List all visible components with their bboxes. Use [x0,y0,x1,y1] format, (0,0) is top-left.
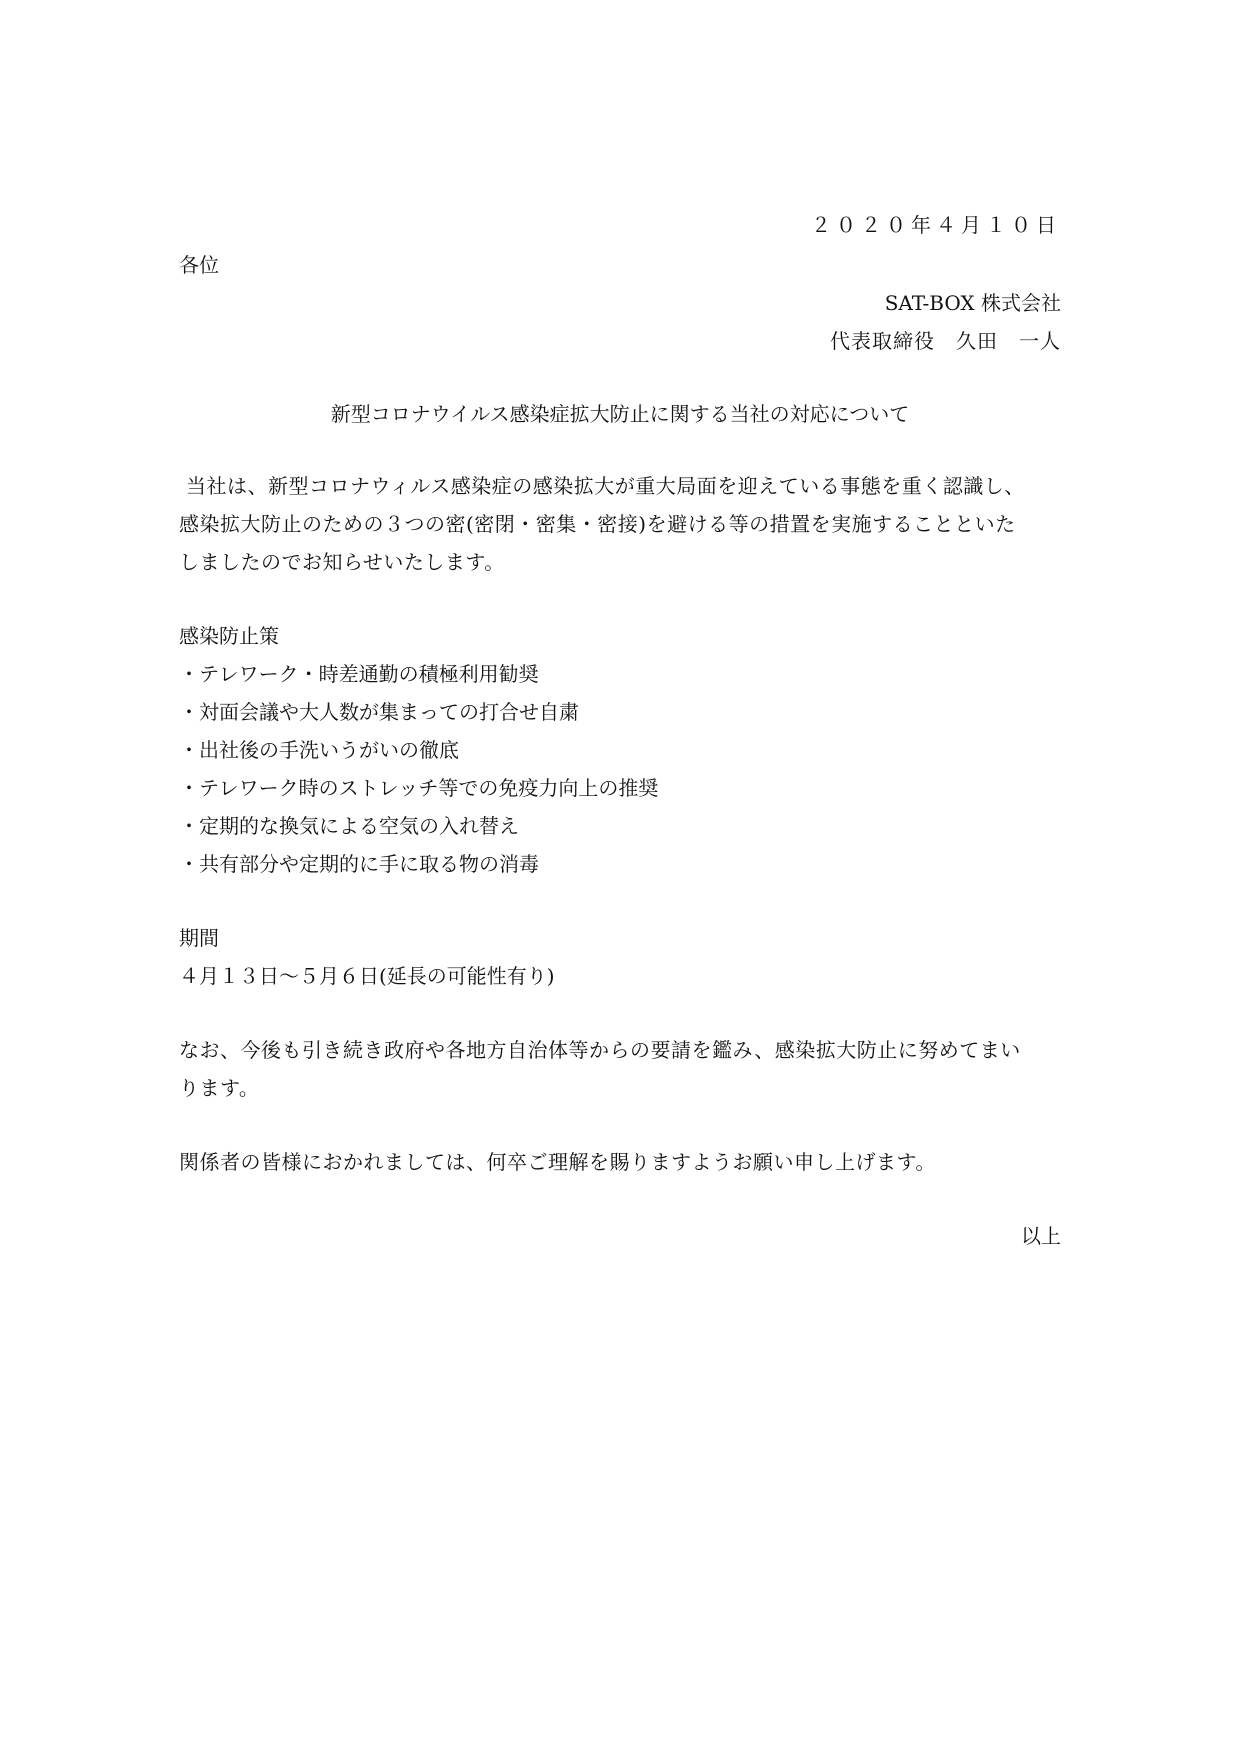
request-sentence: 関係者の皆様におかれましては、何卒ご理解を賜りますようお願い申し上げます。 [179,1150,936,1174]
end-mark: 以上 [1021,1224,1061,1248]
company-name: SAT-BOX 株式会社 [884,291,1061,315]
measure-item: ・テレワーク時のストレッチ等での免疫力向上の推奨 [179,776,659,800]
closing-note-line-2: ります。 [179,1076,260,1100]
intro-line-2: 感染拡大防止のための３つの密(密閉・密集・密接)を避ける等の措置を実施することといた [179,512,1016,536]
measure-item: ・共有部分や定期的に手に取る物の消毒 [179,852,539,876]
document-title: 新型コロナウイルス感染症拡大防止に関する当社の対応について [330,402,910,426]
document-date: ２０２０年４月１０日 [811,213,1061,237]
representative-name: 代表取締役 久田 一人 [830,329,1061,353]
intro-line-1: 当社は、新型コロナウィルス感染症の感染拡大が重大局面を迎えている事態を重く認識し、 [186,474,1025,498]
measure-item: ・対面会議や大人数が集まっての打合せ自粛 [179,700,579,724]
measures-heading: 感染防止策 [179,624,279,648]
measure-item: ・テレワーク・時差通勤の積極利用勧奨 [179,662,539,686]
measure-item: ・出社後の手洗いうがいの徹底 [179,738,459,762]
intro-line-3: しましたのでお知らせいたします。 [179,550,505,574]
period-value: ４月１３日〜５月６日(延長の可能性有り) [179,964,555,988]
period-heading: 期間 [179,926,219,950]
recipient-label: 各位 [179,253,219,277]
closing-note-line-1: なお、今後も引き続き政府や各地方自治体等からの要請を鑑み、感染拡大防止に努めてまい [179,1038,1021,1062]
measure-item: ・定期的な換気による空気の入れ替え [179,814,519,838]
